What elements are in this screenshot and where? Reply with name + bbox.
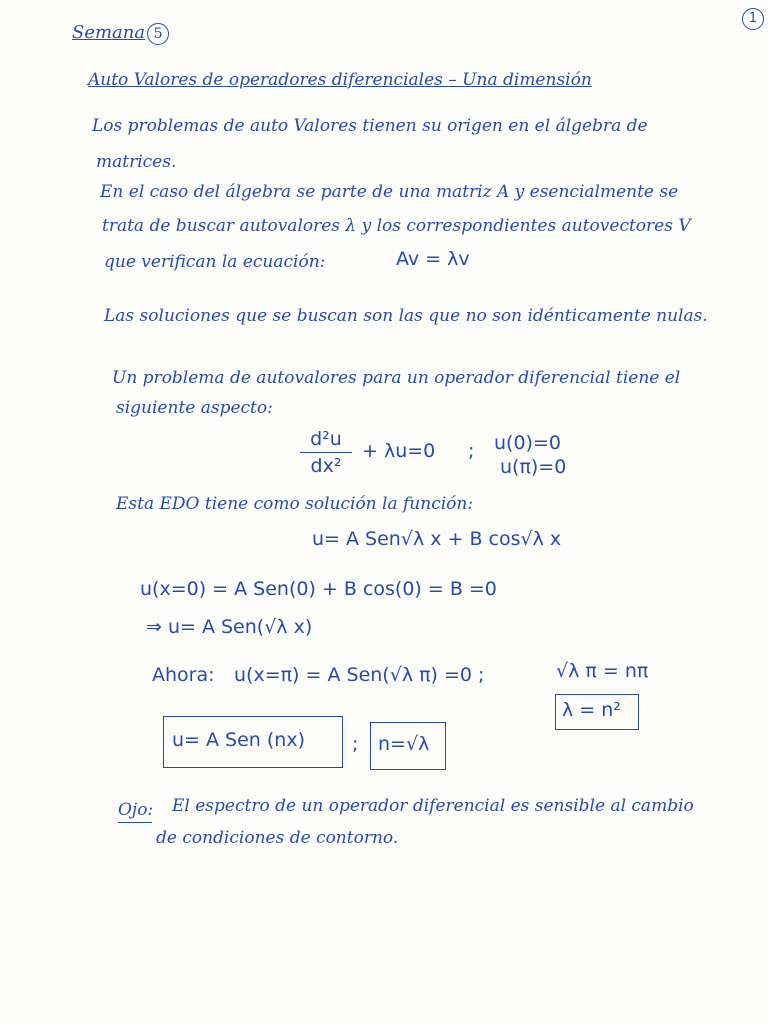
week-label: Semana [72, 22, 146, 43]
note-label: Ojo: [118, 800, 154, 820]
intro-line-3: En el caso del álgebra se parte de una matriz A y esencialmente se [100, 182, 679, 202]
bc-separator: ; [468, 440, 475, 462]
intro-line-2: matrices. [96, 152, 177, 172]
solutions-note: Las soluciones que se buscan son las que no son idénticamente nulas. [104, 306, 708, 326]
week-number-circle: 5 [147, 23, 169, 45]
result-separator: ; [352, 733, 359, 755]
diff-problem-line-2: siguiente aspecto: [116, 398, 273, 418]
diff-problem-line-1: Un problema de autovalores para un operador diferencial tiene el [112, 368, 681, 388]
second-derivative-fraction [300, 428, 352, 477]
page-number-circle: 1 [742, 8, 764, 30]
note-line-2: de condiciones de contorno. [156, 828, 399, 848]
note-line-1: El espectro de un operador diferencial es sensible al cambio [172, 796, 694, 816]
note-label-underline [118, 822, 152, 823]
edo-text: Esta EDO tiene como solución la función: [116, 494, 474, 514]
general-solution: u= A Sen√λ x + B cos√λ x [312, 528, 562, 550]
eigenfunction: u= A Sen (nx) [172, 729, 305, 751]
ode-rest: + λu=0 [362, 440, 436, 462]
step-3-equation: u(x=π) = A Sen(√λ π) =0 ; [234, 664, 485, 686]
intro-line-1: Los problemas de auto Valores tienen su origen en el álgebra de [92, 116, 648, 136]
step-3-label: Ahora: [152, 664, 215, 686]
intro-line-4: trata de buscar autovalores λ y los correspondientes autovectores V [102, 216, 691, 236]
fraction-denominator: dx² [310, 455, 342, 477]
boundary-condition-2: u(π)=0 [500, 456, 567, 478]
lambda-result: λ = n² [562, 699, 621, 721]
intro-line-5: que verifican la ecuación: [104, 252, 326, 272]
n-definition: n=√λ [378, 733, 430, 755]
step-1: u(x=0) = A Sen(0) + B cos(0) = B =0 [140, 578, 497, 600]
fraction-numerator: d²u [300, 428, 352, 453]
step-3-right: √λ π = nπ [556, 660, 649, 682]
section-heading: Auto Valores de operadores diferenciales – Una dimensión [88, 70, 592, 90]
matrix-eigen-equation: Av = λv [396, 248, 470, 270]
boundary-condition-1: u(0)=0 [494, 432, 561, 454]
week-title [72, 22, 169, 45]
step-2: ⇒ u= A Sen(√λ x) [146, 616, 313, 638]
